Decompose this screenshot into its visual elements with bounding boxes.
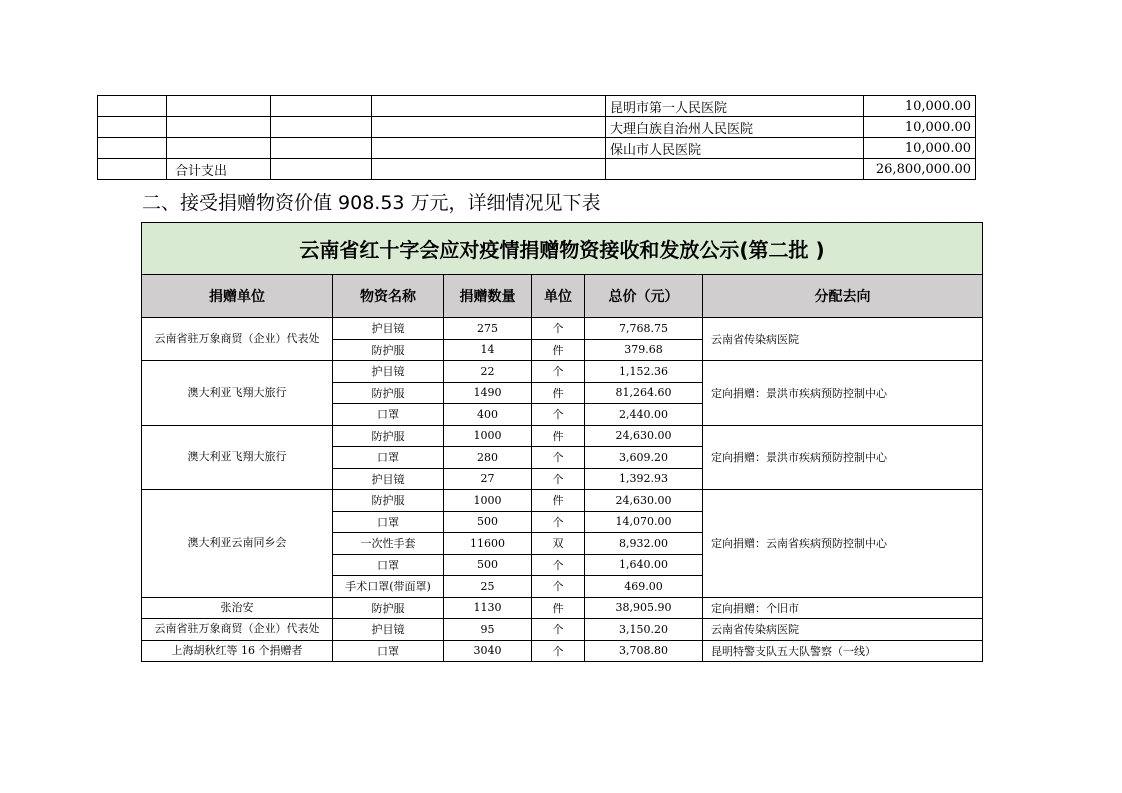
amount-cell: 10,000.00 [864,117,976,138]
recipient-cell: 昆明市第一人民医院 [606,96,864,117]
total-cell: 3,150.20 [585,619,703,641]
amount-cell: 10,000.00 [864,96,976,117]
qty-cell: 1000 [444,425,532,447]
qty-cell: 275 [444,318,532,340]
header-unit: 单位 [532,275,585,318]
donor-cell: 澳大利亚飞翔大旅行 [142,361,333,426]
item-name-cell: 一次性手套 [333,533,444,555]
destination-cell: 定向捐赠：云南省疾病预防控制中心 [703,490,983,598]
recipient-cell: 保山市人民医院 [606,138,864,159]
destination-cell: 定向捐赠：个旧市 [703,597,983,619]
header-donor: 捐赠单位 [142,275,333,318]
total-cell: 1,640.00 [585,554,703,576]
amount-cell: 10,000.00 [864,138,976,159]
item-name-cell: 护目镜 [333,619,444,641]
expenditure-table [97,95,976,180]
qty-cell: 500 [444,511,532,533]
unit-cell: 个 [532,318,585,340]
item-name-cell: 手术口罩(带面罩) [333,576,444,598]
qty-cell: 1490 [444,382,532,404]
total-cell: 24,630.00 [585,490,703,512]
total-cell: 3,609.20 [585,447,703,469]
donor-cell: 澳大利亚云南同乡会 [142,490,333,598]
donor-cell: 上海胡秋红等 16 个捐赠者 [142,640,333,662]
table-row [98,138,976,159]
qty-cell: 1000 [444,490,532,512]
item-name-cell: 口罩 [333,554,444,576]
qty-cell: 27 [444,468,532,490]
total-cell: 3,708.80 [585,640,703,662]
destination-cell: 定向捐赠：景洪市疾病预防控制中心 [703,361,983,426]
table-row [142,361,983,383]
total-amount: 26,800,000.00 [864,159,976,180]
total-cell: 38,905.90 [585,597,703,619]
table-title: 云南省红十字会应对疫情捐赠物资接收和发放公示(第二批 ) [142,223,983,275]
donation-table [141,222,983,662]
item-name-cell: 防护服 [333,339,444,361]
total-cell: 14,070.00 [585,511,703,533]
unit-cell: 个 [532,447,585,469]
unit-cell: 个 [532,468,585,490]
donor-cell: 云南省驻万象商贸（企业）代表处 [142,619,333,641]
table-row [142,640,983,662]
total-cell: 379.68 [585,339,703,361]
table-row [142,425,983,447]
unit-cell: 个 [532,554,585,576]
donor-cell: 张治安 [142,597,333,619]
unit-cell: 件 [532,382,585,404]
destination-cell: 定向捐赠：景洪市疾病预防控制中心 [703,425,983,490]
table-row [142,318,983,340]
header-row [142,275,983,318]
section-heading: 二、接受捐赠物资价值 908.53 万元，详细情况见下表 [142,192,601,214]
header-total: 总价（元） [585,275,703,318]
total-cell: 1,392.93 [585,468,703,490]
item-name-cell: 防护服 [333,382,444,404]
qty-cell: 3040 [444,640,532,662]
recipient-cell: 大理白族自治州人民医院 [606,117,864,138]
qty-cell: 22 [444,361,532,383]
destination-cell: 云南省传染病医院 [703,318,983,361]
item-name-cell: 口罩 [333,447,444,469]
qty-cell: 14 [444,339,532,361]
qty-cell: 11600 [444,533,532,555]
item-name-cell: 口罩 [333,511,444,533]
unit-cell: 个 [532,619,585,641]
qty-cell: 95 [444,619,532,641]
header-item: 物资名称 [333,275,444,318]
item-name-cell: 护目镜 [333,318,444,340]
item-name-cell: 口罩 [333,640,444,662]
unit-cell: 个 [532,404,585,426]
total-cell: 469.00 [585,576,703,598]
qty-cell: 1130 [444,597,532,619]
destination-cell: 云南省传染病医院 [703,619,983,641]
unit-cell: 件 [532,597,585,619]
item-name-cell: 防护服 [333,425,444,447]
total-cell: 7,768.75 [585,318,703,340]
donation-table-body [142,318,983,662]
qty-cell: 400 [444,404,532,426]
total-row [98,159,976,180]
item-name-cell: 口罩 [333,404,444,426]
qty-cell: 280 [444,447,532,469]
unit-cell: 个 [532,576,585,598]
total-cell: 81,264.60 [585,382,703,404]
total-cell: 24,630.00 [585,425,703,447]
total-cell: 1,152.36 [585,361,703,383]
qty-cell: 500 [444,554,532,576]
table-row [98,96,976,117]
donor-cell: 澳大利亚飞翔大旅行 [142,425,333,490]
total-cell: 2,440.00 [585,404,703,426]
unit-cell: 件 [532,490,585,512]
unit-cell: 个 [532,511,585,533]
header-qty: 捐赠数量 [444,275,532,318]
table-row [98,117,976,138]
item-name-cell: 护目镜 [333,361,444,383]
item-name-cell: 防护服 [333,597,444,619]
item-name-cell: 防护服 [333,490,444,512]
unit-cell: 个 [532,640,585,662]
donor-cell: 云南省驻万象商贸（企业）代表处 [142,318,333,361]
table-row [142,597,983,619]
table-row [142,490,983,512]
unit-cell: 件 [532,339,585,361]
unit-cell: 双 [532,533,585,555]
item-name-cell: 护目镜 [333,468,444,490]
total-cell: 8,932.00 [585,533,703,555]
total-label: 合计支出 [167,159,271,180]
table-row [142,619,983,641]
destination-cell: 昆明特警支队五大队警察（一线） [703,640,983,662]
unit-cell: 件 [532,425,585,447]
header-destination: 分配去向 [703,275,983,318]
qty-cell: 25 [444,576,532,598]
unit-cell: 个 [532,361,585,383]
